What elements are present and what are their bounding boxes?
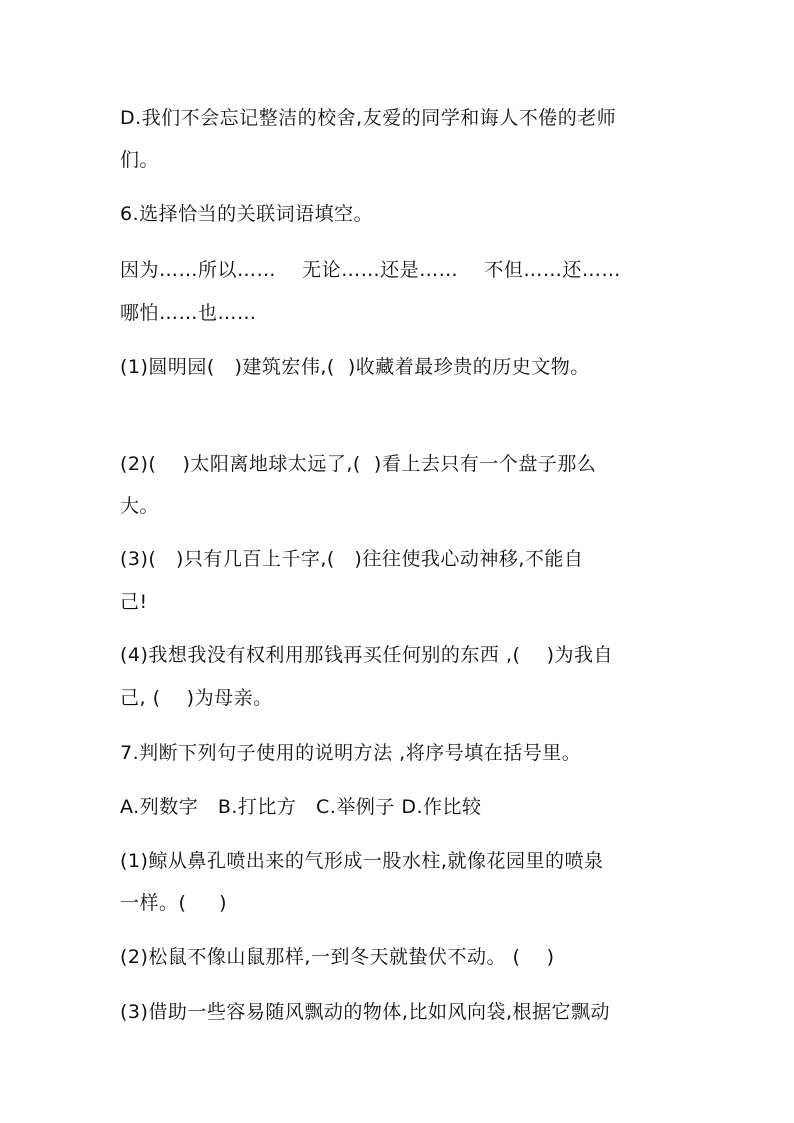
option-d-line-2: 们。 bbox=[120, 149, 160, 171]
q7-item-1-line-1: (1)鲸从鼻孔喷出来的气形成一股水柱,就像花园里的喷泉 bbox=[120, 850, 604, 872]
q6-item-2-line-2: 大。 bbox=[120, 495, 160, 517]
q7-item-3-line-1: (3)借助一些容易随风飘动的物体,比如风向袋,根据它飘动 bbox=[120, 1001, 610, 1023]
q7-item-1-line-2: 一样。( ) bbox=[120, 892, 228, 914]
method-options: A.列数字 B.打比方 C.举例子 D.作比较 bbox=[120, 796, 482, 818]
question-7-heading: 7.判断下列句子使用的说明方法 ,将序号填在括号里。 bbox=[120, 742, 582, 764]
question-6-heading: 6.选择恰当的关联词语填空。 bbox=[120, 203, 374, 225]
q6-item-3-line-1: (3)( )只有几百上千字,( )往往使我心动神移,不能自 bbox=[120, 548, 584, 570]
conjunction-options-line-1: 因为……所以…… 无论……还是…… 不但……还…… bbox=[120, 259, 621, 281]
conjunction-options-line-2: 哪怕……也…… bbox=[120, 302, 257, 324]
option-d-line-1: D.我们不会忘记整洁的校舍,友爱的同学和诲人不倦的老师 bbox=[120, 107, 617, 129]
q6-item-1: (1)圆明园( )建筑宏伟,( )收藏着最珍贵的历史文物。 bbox=[120, 356, 590, 378]
q6-item-2-line-1: (2)( )太阳离地球太远了,( )看上去只有一个盘子那么 bbox=[120, 453, 597, 475]
q6-item-3-line-2: 己! bbox=[120, 591, 148, 613]
q6-item-4-line-1: (4)我想我没有权利用那钱再买任何别的东西 ,( )为我自 bbox=[120, 644, 613, 666]
q7-item-2: (2)松鼠不像山鼠那样,一到冬天就蛰伏不动。 ( ) bbox=[120, 946, 555, 968]
q6-item-4-line-2: 己, ( )为母亲。 bbox=[120, 687, 273, 709]
